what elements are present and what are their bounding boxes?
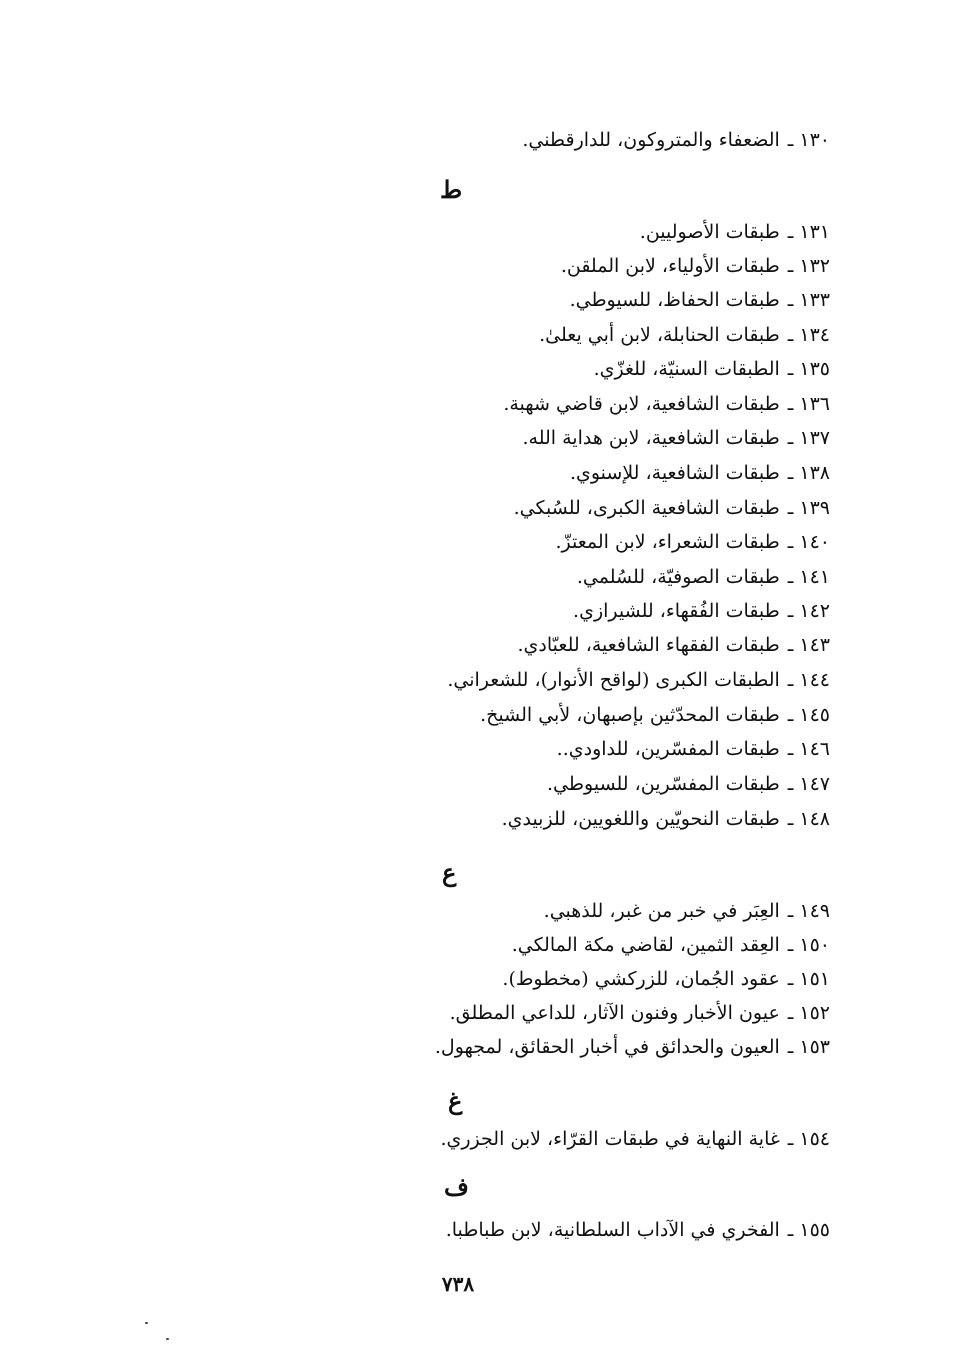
section-letter-ta: ط (440, 175, 463, 204)
list-item: ١٤٩ـالعِبَر في خبر من غبر، للذهبي. (543, 900, 830, 922)
list-item: ١٥٠ـالعِقد الثمين، لقاضي مكة المالكي. (511, 934, 830, 956)
list-item: ١٣٩ـطبقات الشافعية الكبرى، للسُبكي. (513, 497, 830, 519)
scan-speck (166, 1338, 169, 1340)
list-item: ١٥٢ـعيون الأخبار وفنون الآثار، للداعي المطلق. (449, 1002, 830, 1024)
list-item: ١٥١ـعقود الجُمان، للزركشي (مخطوط). (502, 968, 830, 990)
scan-speck (145, 1322, 148, 1324)
list-item: ١٣١ـطبقات الأصوليين. (639, 221, 830, 243)
page-number: ٧٣٨ (441, 1272, 475, 1296)
entry-text: الضعفاء والمتروكون، للدارقطني. (522, 129, 780, 151)
section-letter-ain: ع (442, 858, 457, 887)
section-letter-ghain: غ (448, 1086, 463, 1115)
list-item: ١٤٥ـطبقات المحدّثين بإصبهان، لأبي الشيخ. (480, 704, 830, 726)
list-item: ١٤٠ـطبقات الشعراء، لابن المعتزّ. (555, 531, 830, 553)
list-item: ١٣٨ـطبقات الشافعية، للإسنوي. (569, 462, 830, 484)
list-item: ١٤٣ـطبقات الفقهاء الشافعية، للعبّادي. (517, 634, 830, 656)
list-item: ١٤٨ـطبقات النحويّين واللغويين، للزبيدي. (501, 808, 830, 830)
list-item: ١٣٧ـطبقات الشافعية، لابن هداية الله. (522, 427, 830, 449)
list-item: ١٥٣ـالعيون والحدائق في أخبار الحقائق، لمجهول. (434, 1036, 830, 1058)
list-item: ١٤٤ـالطبقات الكبرى (لواقح الأنوار)، للشعراني. (447, 669, 830, 691)
list-item: ١٣٠ـالضعفاء والمتروكون، للدارقطني. (522, 129, 830, 151)
list-item: ١٣٥ـالطبقات السنيّة، للغزّي. (593, 358, 830, 380)
list-item: ١٣٦ـطبقات الشافعية، لابن قاضي شهبة. (503, 393, 830, 415)
list-item: ١٥٤ـغاية النهاية في طبقات القرّاء، لابن الجزري. (440, 1128, 830, 1150)
entry-number: ١٣٠ (799, 129, 830, 151)
list-item: ١٤١ـطبقات الصوفيّة، للسُلمي. (576, 566, 830, 588)
list-item: ١٤٧ـطبقات المفسّرين، للسيوطي. (547, 773, 830, 795)
list-item: ١٤٢ـطبقات الفُقهاء، للشيرازي. (573, 600, 830, 622)
list-item: ١٣٤ـطبقات الحنابلة، لابن أبي يعلىٰ. (539, 324, 830, 346)
list-item: ١٣٣ـطبقات الحفاظ، للسيوطي. (569, 289, 830, 311)
list-item: ١٣٢ـطبقات الأولياء، لابن الملقن. (560, 255, 830, 277)
section-letter-fa: ف (444, 1172, 469, 1201)
list-item: ١٥٥ـالفخري في الآداب السلطانية، لابن طباطبا. (445, 1219, 830, 1241)
list-item: ١٤٦ـطبقات المفسّرين، للداودي.. (556, 738, 830, 760)
